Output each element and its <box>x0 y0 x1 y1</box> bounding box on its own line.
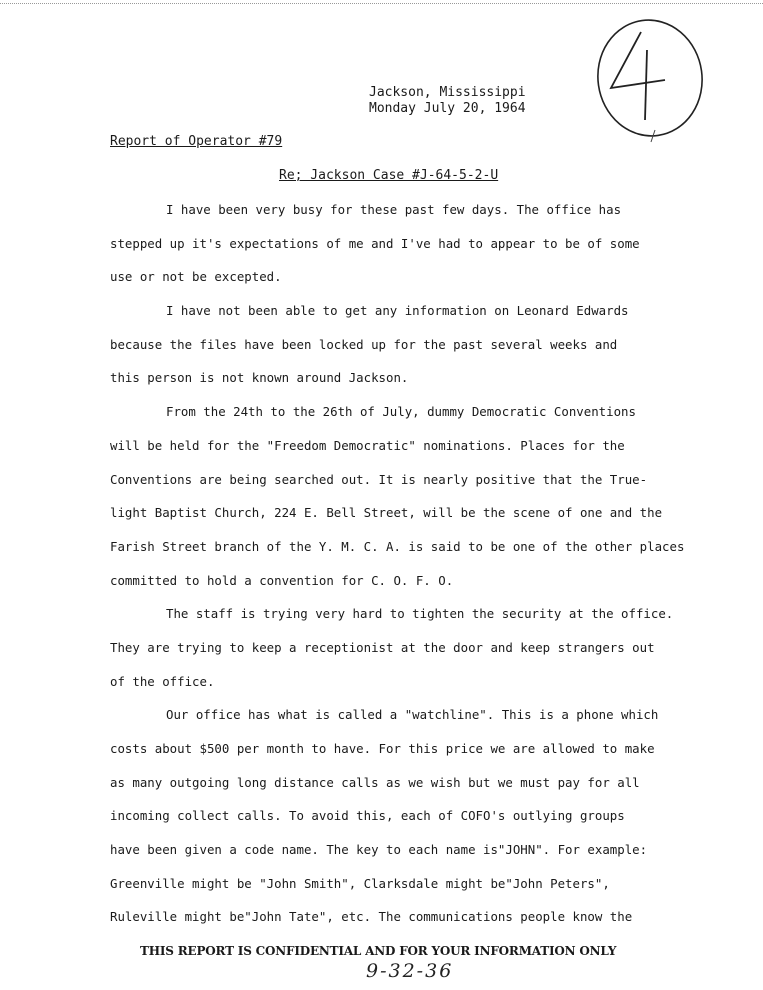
body-line: I have not been able to get any information on Leonard Edwards <box>166 303 629 319</box>
body-line: costs about $500 per month to have. For this price we are allowed to make <box>110 741 655 756</box>
body-line: I have been very busy for these past few days. The office has <box>166 202 622 217</box>
body-line: Our office has what is called a "watchline". This is a phone which <box>166 707 659 723</box>
body-line: Farish Street branch of the Y. M. C. A. is said to be one of the other places <box>110 538 685 554</box>
body-line: this person is not known around Jackson. <box>110 370 409 386</box>
body-line: use or not be excepted. <box>110 269 282 285</box>
body-line: as many outgoing long distance calls as we wish but we must pay for all <box>110 774 640 790</box>
body-line: Greenville might be "John Smith", Clarksdale might be"John Peters", <box>110 875 610 891</box>
body-line: have been given a code name. The key to each name is"JOHN". For example: <box>110 842 648 858</box>
body-line: incoming collect calls. To avoid this, each of COFO's outlying groups <box>110 808 625 824</box>
body-line: Ruleville might be"John Tate", etc. The communications people know the <box>110 909 633 925</box>
confidentiality-footer: THIS REPORT IS CONFIDENTIAL AND FOR YOUR INFORMATION ONLY <box>140 944 617 958</box>
body-line: because the files have been locked up for the past several weeks and <box>110 336 618 352</box>
case-reference: Re; Jackson Case #J-64-5-2-U <box>279 168 499 183</box>
header-date: Monday July 20, 1964 <box>369 101 526 116</box>
report-body <box>110 201 710 942</box>
document-number: 9-32-36 <box>366 960 454 982</box>
body-line: committed to hold a convention for C. O. F. O. <box>110 572 454 588</box>
report-title: Report of Operator #79 <box>110 134 283 149</box>
body-line: They are trying to keep a receptionist at the door and keep strangers out <box>110 639 655 655</box>
handwritten-number-mark <box>585 10 715 145</box>
body-line: light Baptist Church, 224 E. Bell Street, will be the scene of one and the <box>110 505 663 521</box>
body-line: The staff is trying very hard to tighten the security at the office. <box>166 606 674 622</box>
scan-edge-rule <box>0 3 763 4</box>
body-line: will be held for the "Freedom Democratic" nominations. Places for the <box>110 437 625 453</box>
header-location: Jackson, Mississippi <box>369 85 526 100</box>
body-line: stepped up it's expectations of me and I've had to appear to be of some <box>110 235 640 251</box>
body-line: Conventions are being searched out. It is nearly positive that the True- <box>110 471 648 487</box>
body-line: of the office. <box>110 673 215 689</box>
body-line: From the 24th to the 26th of July, dummy Democratic Conventions <box>166 404 636 420</box>
